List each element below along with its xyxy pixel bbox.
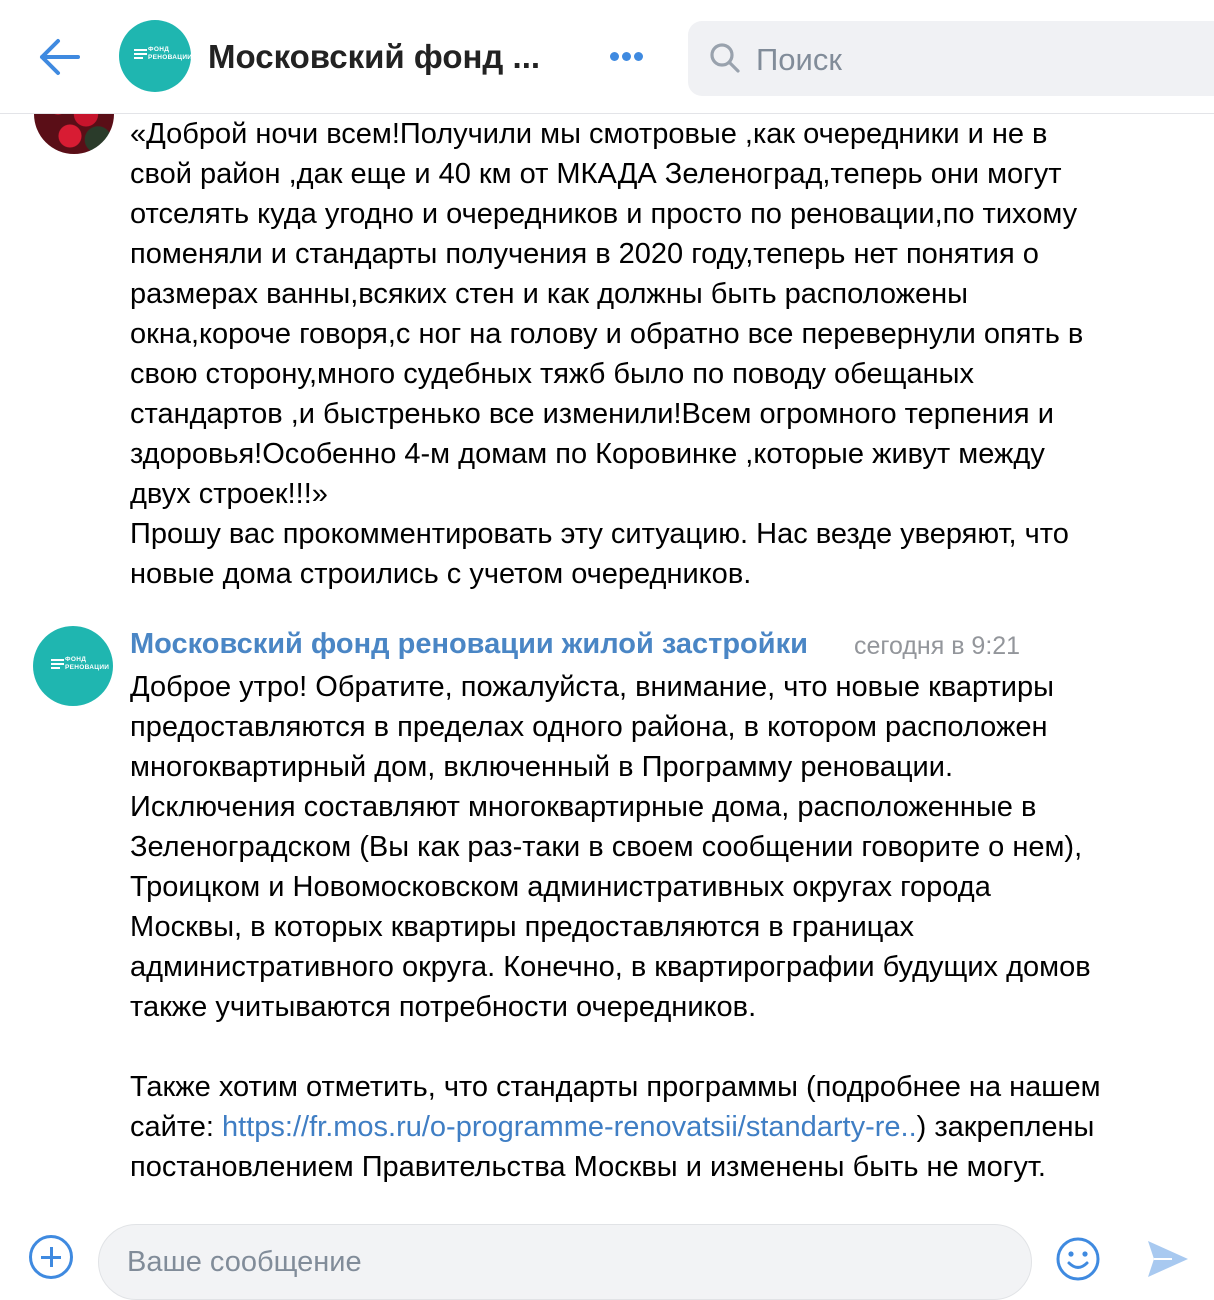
chat-header <box>0 0 1214 114</box>
emoji-icon[interactable] <box>1054 1235 1102 1283</box>
message-text <box>130 667 1190 1187</box>
message-input[interactable] <box>125 1241 1009 1283</box>
message-field[interactable] <box>98 1224 1032 1300</box>
sender-name[interactable]: Московский фонд реновации жилой застройки <box>130 628 808 660</box>
avatar-logo-text: ФОНД РЕНОВАЦИИ <box>148 46 193 61</box>
more-options-icon[interactable] <box>610 48 652 64</box>
search-input[interactable] <box>754 37 1198 83</box>
chat-title[interactable]: Московский фонд ... <box>208 38 541 75</box>
logo-icon <box>51 659 64 671</box>
message-text-part: Доброе утро! Обратите, пожалуйста, внимание, что новые квартиры предоставляются в пределах одного района, в котором расположен многоквартирный дом, включенный в Программу реновации. Исключения составляют многоквартирные дома, расположенные в Зеленоградском (Вы как раз-таки в своем сообщении говорите о нем), Троицком и Новомосковском административных округах города Москвы, в которых квартиры предоставляются в границах административного округа. Конечно, в квартирографии будущих домов также учитываются потребности очередников. Также хотим отметить, что стандарты программы (подробнее на нашем сайте: <box>130 671 1101 1143</box>
attach-plus-icon[interactable] <box>29 1235 73 1279</box>
logo-icon <box>134 49 147 61</box>
back-arrow-icon[interactable] <box>36 36 82 78</box>
message-text: «Доброй ночи всем!Получили мы смотровые ,как очередники и не в свой район ,дак еще и 40 км от МКАДА Зеленоград,теперь они могут отселять куда угодно и очередников и просто по реновации,по тихому поменяли и стандарты получения в 2020 году,теперь нет понятия о размерах ванны,всяких стен и как должны быть расположены окна,короче говоря,с ног на голову и обратно все перевернули опять в свою сторону,много судебных тяжб было по поводу обещаных стандартов ,и быстренько все изменили!Всем огромного терпения и здоровья!Особенно 4-м домам по Коровинке ,которые живут между двух строек!!!» Прошу вас прокомментировать эту ситуацию. Нас везде уверяют, что новые дома строились с учетом очередников. <box>130 118 1084 590</box>
avatar-logo-text: ФОНД РЕНОВАЦИИ <box>65 656 110 671</box>
message-composer <box>0 1210 1214 1290</box>
sender-avatar[interactable] <box>33 626 113 706</box>
message-time: сегодня в 9:21 <box>854 632 1021 660</box>
message-link[interactable]: https://fr.mos.ru/o-programme-renovatsii/standarty-re.. <box>222 1111 917 1143</box>
search-icon <box>708 41 742 75</box>
search-field[interactable] <box>688 21 1214 96</box>
send-icon[interactable] <box>1146 1237 1190 1281</box>
community-avatar[interactable] <box>119 20 191 92</box>
message-text-part: ) закреплены постановлением Правительства Москвы и изменены быть не могут. <box>130 1111 1095 1183</box>
